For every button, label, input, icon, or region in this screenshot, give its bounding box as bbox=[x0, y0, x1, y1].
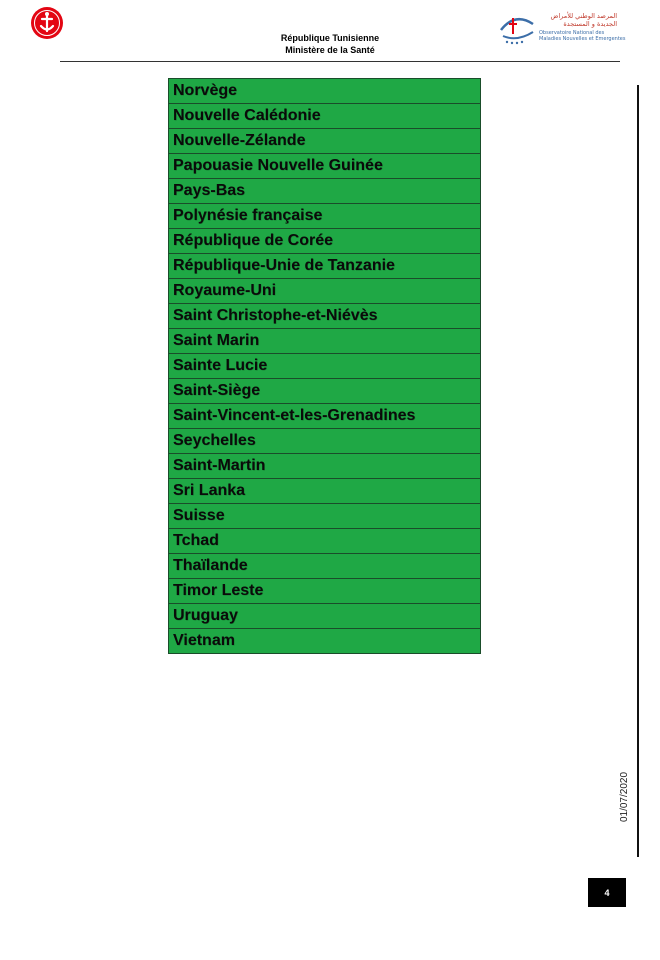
table-row bbox=[169, 354, 481, 379]
document-header bbox=[200, 32, 460, 56]
table-row bbox=[169, 279, 481, 304]
country-cell: Vietnam bbox=[169, 629, 481, 654]
country-cell: République-Unie de Tanzanie bbox=[169, 254, 481, 279]
country-cell: Norvège bbox=[169, 79, 481, 104]
table-row bbox=[169, 579, 481, 604]
table-row bbox=[169, 179, 481, 204]
table-row bbox=[169, 504, 481, 529]
page-number: 4 bbox=[588, 878, 626, 907]
logo-arabic-line1: المرصد الوطني للأمراض bbox=[550, 12, 617, 20]
table-row bbox=[169, 329, 481, 354]
right-margin-bar bbox=[637, 85, 639, 857]
table-row bbox=[169, 304, 481, 329]
table-row bbox=[169, 454, 481, 479]
country-cell: Saint-Siège bbox=[169, 379, 481, 404]
logo-latin-line1: Observatoire National des bbox=[539, 30, 605, 36]
table-row bbox=[169, 404, 481, 429]
country-cell: Uruguay bbox=[169, 604, 481, 629]
country-cell: Papouasie Nouvelle Guinée bbox=[169, 154, 481, 179]
table-row bbox=[169, 379, 481, 404]
logo-latin-line2: Maladies Nouvelles et Emergentes bbox=[539, 36, 626, 42]
table-row bbox=[169, 629, 481, 654]
country-cell: Saint-Martin bbox=[169, 454, 481, 479]
logo-arabic-line2: الجديدة و المستجدة bbox=[563, 20, 617, 28]
country-cell: République de Corée bbox=[169, 229, 481, 254]
country-cell: Suisse bbox=[169, 504, 481, 529]
table-row bbox=[169, 104, 481, 129]
table-row bbox=[169, 129, 481, 154]
table-row bbox=[169, 429, 481, 454]
country-table bbox=[168, 78, 481, 654]
table-row bbox=[169, 529, 481, 554]
observatory-emblem-icon bbox=[495, 8, 539, 48]
country-cell: Polynésie française bbox=[169, 204, 481, 229]
country-cell: Nouvelle-Zélande bbox=[169, 129, 481, 154]
country-cell: Timor Leste bbox=[169, 579, 481, 604]
table-row bbox=[169, 254, 481, 279]
country-cell: Royaume-Uni bbox=[169, 279, 481, 304]
table-row bbox=[169, 554, 481, 579]
country-cell: Tchad bbox=[169, 529, 481, 554]
table-row bbox=[169, 204, 481, 229]
header-divider bbox=[60, 61, 620, 62]
header-republic: République Tunisienne bbox=[280, 33, 380, 43]
country-cell: Sainte Lucie bbox=[169, 354, 481, 379]
country-cell: Sri Lanka bbox=[169, 479, 481, 504]
country-cell: Thaïlande bbox=[169, 554, 481, 579]
country-cell: Pays-Bas bbox=[169, 179, 481, 204]
table-row bbox=[169, 604, 481, 629]
table-row bbox=[169, 154, 481, 179]
country-cell: Nouvelle Calédonie bbox=[169, 104, 481, 129]
country-cell: Saint Marin bbox=[169, 329, 481, 354]
country-cell: Saint Christophe-et-Niévès bbox=[169, 304, 481, 329]
header-ministry: Ministère de la Santé bbox=[285, 45, 375, 55]
document-date: 01/07/2020 bbox=[619, 771, 630, 823]
table-row bbox=[169, 479, 481, 504]
ministry-emblem-icon bbox=[30, 6, 64, 40]
table-row bbox=[169, 229, 481, 254]
country-cell: Saint-Vincent-et-les-Grenadines bbox=[169, 404, 481, 429]
country-cell: Seychelles bbox=[169, 429, 481, 454]
table-row bbox=[169, 79, 481, 104]
observatory-logo bbox=[495, 8, 626, 48]
